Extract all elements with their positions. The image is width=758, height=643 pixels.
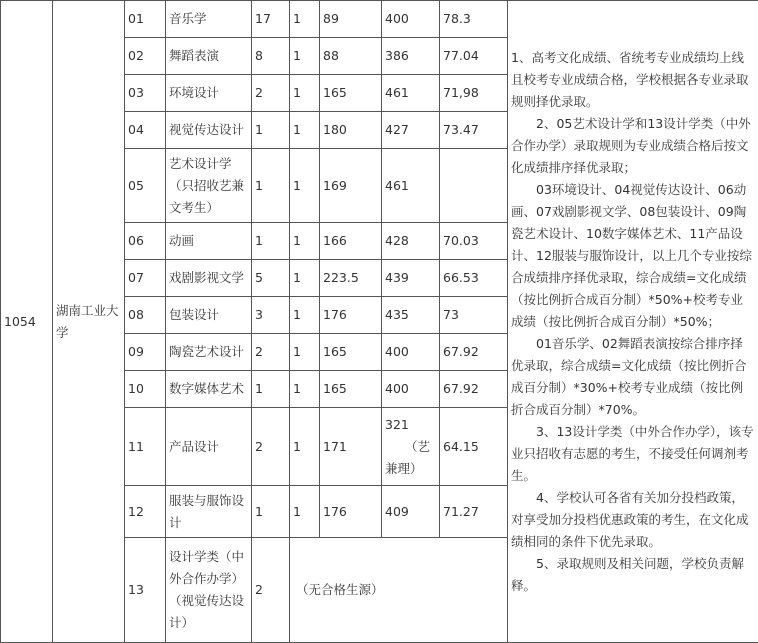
major-code: 05 bbox=[125, 149, 166, 223]
score-culture-value: 321 bbox=[385, 416, 409, 432]
score-composite: 66.53 bbox=[440, 260, 508, 297]
score-major: 176 bbox=[320, 297, 382, 334]
plan-count: 1 bbox=[252, 149, 290, 223]
score-culture: 461 bbox=[382, 75, 440, 112]
plan-count: 2 bbox=[252, 408, 290, 486]
score-culture: 435 bbox=[382, 297, 440, 334]
score-culture: 400 bbox=[382, 334, 440, 371]
years: 1 bbox=[290, 75, 320, 112]
score-culture: 400 bbox=[382, 1, 440, 38]
score-composite: 73.47 bbox=[440, 112, 508, 149]
score-composite bbox=[440, 149, 508, 223]
plan-count: 2 bbox=[252, 334, 290, 371]
plan-count: 1 bbox=[252, 223, 290, 260]
rule-paragraph: 4、学校认可各省有关加分投档政策，对享受加分投档优惠政策的考生，在文化成绩相同的条件下优先录取。 bbox=[511, 489, 749, 549]
major-name: 环境设计 bbox=[166, 75, 252, 112]
major-code: 09 bbox=[125, 334, 166, 371]
school-code: 1054 bbox=[1, 1, 53, 643]
score-major: 176 bbox=[320, 486, 382, 538]
major-name: 音乐学 bbox=[166, 1, 252, 38]
score-culture: 427 bbox=[382, 112, 440, 149]
major-name: 舞蹈表演 bbox=[166, 38, 252, 75]
major-name: 陶瓷艺术设计 bbox=[166, 334, 252, 371]
major-code: 02 bbox=[125, 38, 166, 75]
major-code: 07 bbox=[125, 260, 166, 297]
score-culture bbox=[382, 408, 440, 486]
score-composite: 71.27 bbox=[440, 486, 508, 538]
years: 1 bbox=[290, 334, 320, 371]
score-major: 165 bbox=[320, 334, 382, 371]
score-composite: 73 bbox=[440, 297, 508, 334]
school-name: 湖南工业大学 bbox=[53, 1, 125, 643]
major-code: 13 bbox=[125, 538, 166, 643]
score-composite: 77.04 bbox=[440, 38, 508, 75]
plan-count: 2 bbox=[252, 538, 290, 643]
plan-count: 3 bbox=[252, 297, 290, 334]
major-name: 戏剧影视文学 bbox=[166, 260, 252, 297]
years: 1 bbox=[290, 486, 320, 538]
score-major: 180 bbox=[320, 112, 382, 149]
table-row bbox=[1, 1, 758, 38]
plan-count: 1 bbox=[252, 112, 290, 149]
score-culture: 439 bbox=[382, 260, 440, 297]
major-name: 艺术设计学（只招收艺兼文考生） bbox=[166, 149, 252, 223]
years: 1 bbox=[290, 260, 320, 297]
rule-paragraph: 5、录取规则及相关问题，学校负责解释。 bbox=[511, 555, 744, 593]
major-name: 服装与服饰设计 bbox=[166, 486, 252, 538]
years: 1 bbox=[290, 112, 320, 149]
score-culture: 428 bbox=[382, 223, 440, 260]
score-major: 171 bbox=[320, 408, 382, 486]
major-code: 11 bbox=[125, 408, 166, 486]
score-culture: 386 bbox=[382, 38, 440, 75]
score-major: 89 bbox=[320, 1, 382, 38]
score-major: 165 bbox=[320, 371, 382, 408]
major-name: 动画 bbox=[166, 223, 252, 260]
score-composite: 78.3 bbox=[440, 1, 508, 38]
rule-paragraph: 2、05艺术设计学和13设计学类（中外合作办学）录取规则为专业成绩合格后按文化成绩排序择优录取； bbox=[511, 115, 751, 175]
major-code: 06 bbox=[125, 223, 166, 260]
score-culture: 461 bbox=[382, 149, 440, 223]
plan-count: 17 bbox=[252, 1, 290, 38]
years: 1 bbox=[290, 297, 320, 334]
major-code: 10 bbox=[125, 371, 166, 408]
major-name: 产品设计 bbox=[166, 408, 252, 486]
admission-rules bbox=[508, 1, 758, 643]
rule-paragraph: 01音乐学、02舞蹈表演按综合排序择优录取，综合成绩=文化成绩（按比例折合成百分制）*30%+校考专业成绩（按比例折合成百分制）*70%。 bbox=[511, 335, 747, 417]
major-name: 设计学类（中外合作办学）（视觉传达设计） bbox=[166, 538, 252, 643]
major-code: 12 bbox=[125, 486, 166, 538]
score-culture: 409 bbox=[382, 486, 440, 538]
major-name: 视觉传达设计 bbox=[166, 112, 252, 149]
rule-paragraph: 1、高考文化成绩、省统考专业成绩均上线且校考专业成绩合格，学校根据各专业录取规则择优录取。 bbox=[511, 49, 749, 109]
score-major: 169 bbox=[320, 149, 382, 223]
years: 1 bbox=[290, 38, 320, 75]
major-name: 数字媒体艺术 bbox=[166, 371, 252, 408]
score-major: 223.5 bbox=[320, 260, 382, 297]
years: 1 bbox=[290, 408, 320, 486]
years: 1 bbox=[290, 1, 320, 38]
score-major: 166 bbox=[320, 223, 382, 260]
no-qualified-note: （无合格生源） bbox=[290, 538, 508, 643]
years: 1 bbox=[290, 371, 320, 408]
major-code: 08 bbox=[125, 297, 166, 334]
rule-paragraph: 03环境设计、04视觉传达设计、06动画、07戏剧影视文学、08包装设计、09陶瓷艺术设计、10数字媒体艺术、11产品设计、12服装与服饰设计，以上几个专业按综合成绩排序择优录取，综合成绩=文化成绩（按比例折合成百分制）*50%+校考专业成绩（按比例折合成百分制）*50%； bbox=[511, 181, 752, 329]
score-composite: 64.15 bbox=[440, 408, 508, 486]
plan-count: 1 bbox=[252, 371, 290, 408]
years: 1 bbox=[290, 149, 320, 223]
plan-count: 5 bbox=[252, 260, 290, 297]
score-culture-note: （艺兼理） bbox=[385, 438, 431, 476]
score-major: 165 bbox=[320, 75, 382, 112]
score-composite: 67.92 bbox=[440, 334, 508, 371]
score-major: 88 bbox=[320, 38, 382, 75]
plan-count: 8 bbox=[252, 38, 290, 75]
years: 1 bbox=[290, 223, 320, 260]
score-composite: 67.92 bbox=[440, 371, 508, 408]
plan-count: 1 bbox=[252, 486, 290, 538]
plan-count: 2 bbox=[252, 75, 290, 112]
major-code: 03 bbox=[125, 75, 166, 112]
rule-paragraph: 3、13设计学类（中外合作办学），该专业只招收有志愿的考生，不接受任何调剂考生。 bbox=[511, 423, 754, 483]
major-code: 01 bbox=[125, 1, 166, 38]
score-composite: 71,98 bbox=[440, 75, 508, 112]
major-code: 04 bbox=[125, 112, 166, 149]
score-culture: 400 bbox=[382, 371, 440, 408]
score-composite: 70.03 bbox=[440, 223, 508, 260]
major-name: 包装设计 bbox=[166, 297, 252, 334]
